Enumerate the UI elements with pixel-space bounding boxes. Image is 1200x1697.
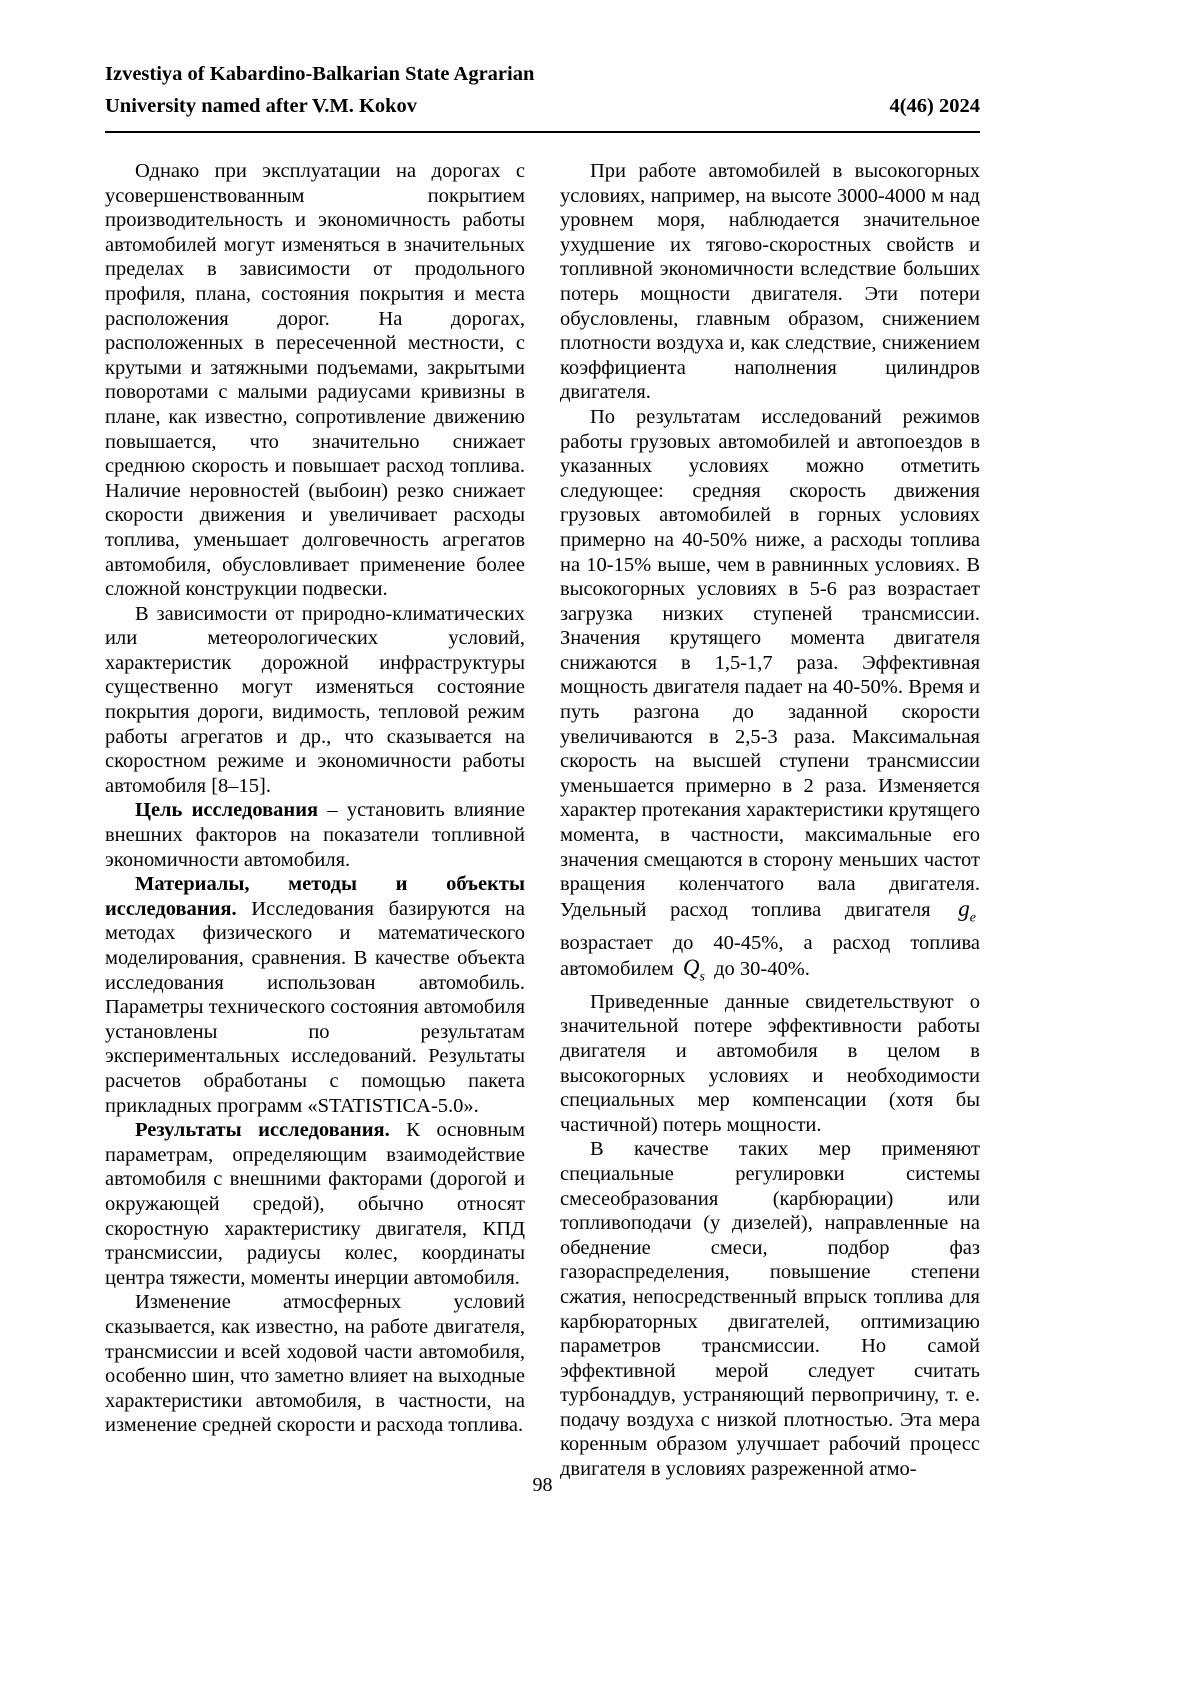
header-rule	[105, 131, 980, 133]
paragraph: В зависимости от природно-климатических или метеорологических условий, характеристик дорожной инфраструктуры существенно могут изменяться состояние покрытия дороги, видимость, тепловой режим работы агрегатов и др., что сказывается на скоростном режиме и экономичности работы автомобиля [8–15].	[105, 602, 525, 797]
left-column	[105, 159, 525, 1482]
paragraph: Материалы, методы и объекты исследования. Исследования базируются на методах физического и математического моделирования, сравнения. В качестве объекта исследования использован автомобиль. Параметры технического состояния автомобиля установлены по результатам экспериментальных исследований. Результаты расчетов обработаны с помощью пакета прикладных программ «STATISTICA-5.0».	[105, 873, 525, 1117]
math-symbol: $g_e$	[958, 895, 976, 926]
journal-title-line-2: University named after V.M. Kokov	[105, 95, 418, 117]
paragraph: В качестве таких мер применяют специальные регулировки системы смесеобразования (карбюрации) или топливоподачи (у дизелей), направленные на обеднение смеси, подбор фаз газораспределения, повышение степени сжатия, непосредственный впрыск топлива для карбюраторных двигателей, оптимизацию параметров трансмиссии. Но самой эффективной мерой следует считать турбонаддув, устраняющий первопричину, т. е. подачу воздуха с низкой плотностью. Эта мера коренным образом улучшает рабочий процесс двигателя в условиях разреженной атмо-	[560, 1138, 980, 1481]
bold-lead-in: Материалы, методы и объекты исследования.	[105, 873, 525, 920]
journal-title	[105, 58, 534, 122]
issue-number: 4(46) 2024	[889, 95, 980, 117]
paragraph: Приведенные данные свидетельствуют о значительной потере эффективности работы двигателя и автомобиля в целом в высокогорных условиях и необходимости специальных мер компенсации (хотя бы частичной) потерь мощности.	[560, 990, 980, 1136]
bold-lead-in: Цель исследования	[135, 799, 319, 822]
page-footer	[105, 1474, 980, 1497]
paragraph: Изменение атмосферных условий сказывается, как известно, на работе двигателя, трансмиссии и всей ходовой части автомобиля, особенно шин, что заметно влияет на выходные характеристики автомобиля, в частности, на изменение средней скорости и расхода топлива.	[105, 1291, 525, 1437]
paragraph: Однако при эксплуатации на дорогах с усовершенствованным покрытием производительность и экономичность работы автомобилей могут изменяться в значительных пределах в зависимости от продольного профиля, плана, состояния покрытия и места расположения дорог. На дорогах, расположенных в пересеченной местности, с крутыми и затяжными подъемами, закрытыми поворотами с малыми радиусами кривизны в плане, как известно, сопротивление движению повышается, что значительно снижает среднюю скорость и повышает расход топлива. Наличие неровностей (выбоин) резко снижает скорости движения и увеличивает расходы топлива, уменьшает долговечность агрегатов автомобиля, обусловливает применение более сложной конструкции подвески.	[105, 160, 525, 601]
journal-title-line-1: Izvestiya of Kabardino-Balkarian State Agrarian	[105, 63, 535, 85]
bold-lead-in: Результаты исследования.	[135, 1119, 390, 1142]
math-symbol: $Q_s$	[682, 954, 705, 985]
page-number: 98	[532, 1474, 553, 1496]
paragraph: По результатам исследований режимов работы грузовых автомобилей и автопоездов в указанных условиях можно отметить следующее: средняя скорость движения грузовых автомобилей в горных условиях примерно на 40-50% ниже, а расходы топлива на 10-15% выше, чем в равнинных условиях. В высокогорных условиях в 5-6 раз возрастает загрузка низких ступеней трансмиссии. Значения крутящего момента двигателя снижаются в 1,5-1,7 раза. Эффективная мощность двигателя падает на 40-50%. Время и путь разгона до заданной скорости увеличиваются в 2,5-3 раза. Максимальная скорость на высшей ступени трансмиссии уменьшается примерно в 2 раза. Изменяется характер протекания характеристики крутящего момента, в частности, максимальные его значения смещаются в сторону меньших частот вращения коленчатого вала двигателя. Удельный расход топлива двигателя $g_e$ возрастает до 40-45%, а расход топлива автомобилем $Q_s$ до 30-40%.	[560, 405, 980, 985]
paragraph: Результаты исследования. К основным параметрам, определяющим взаимодействие автомобиля с внешними факторами (дорогой и окружающей средой), обычно относят скоростную характеристику двигателя, КПД трансмиссии, радиусы колес, координаты центра тяжести, моменты инерции автомобиля.	[105, 1119, 526, 1289]
right-column	[560, 159, 980, 1482]
paragraph: При работе автомобилей в высокогорных условиях, например, на высоте 3000-4000 м над уровнем моря, наблюдается значительное ухудшение их тягово-скоростных свойств и топливной экономичности вследствие больших потерь мощности двигателя. Эти потери обусловлены, главным образом, снижением плотности воздуха и, как следствие, снижением коэффициента наполнения цилиндров двигателя.	[560, 160, 980, 404]
page-header	[105, 58, 980, 122]
paragraph: Цель исследования – установить влияние внешних факторов на показатели топливной экономичности автомобиля.	[105, 799, 525, 871]
article-body	[105, 159, 980, 1482]
